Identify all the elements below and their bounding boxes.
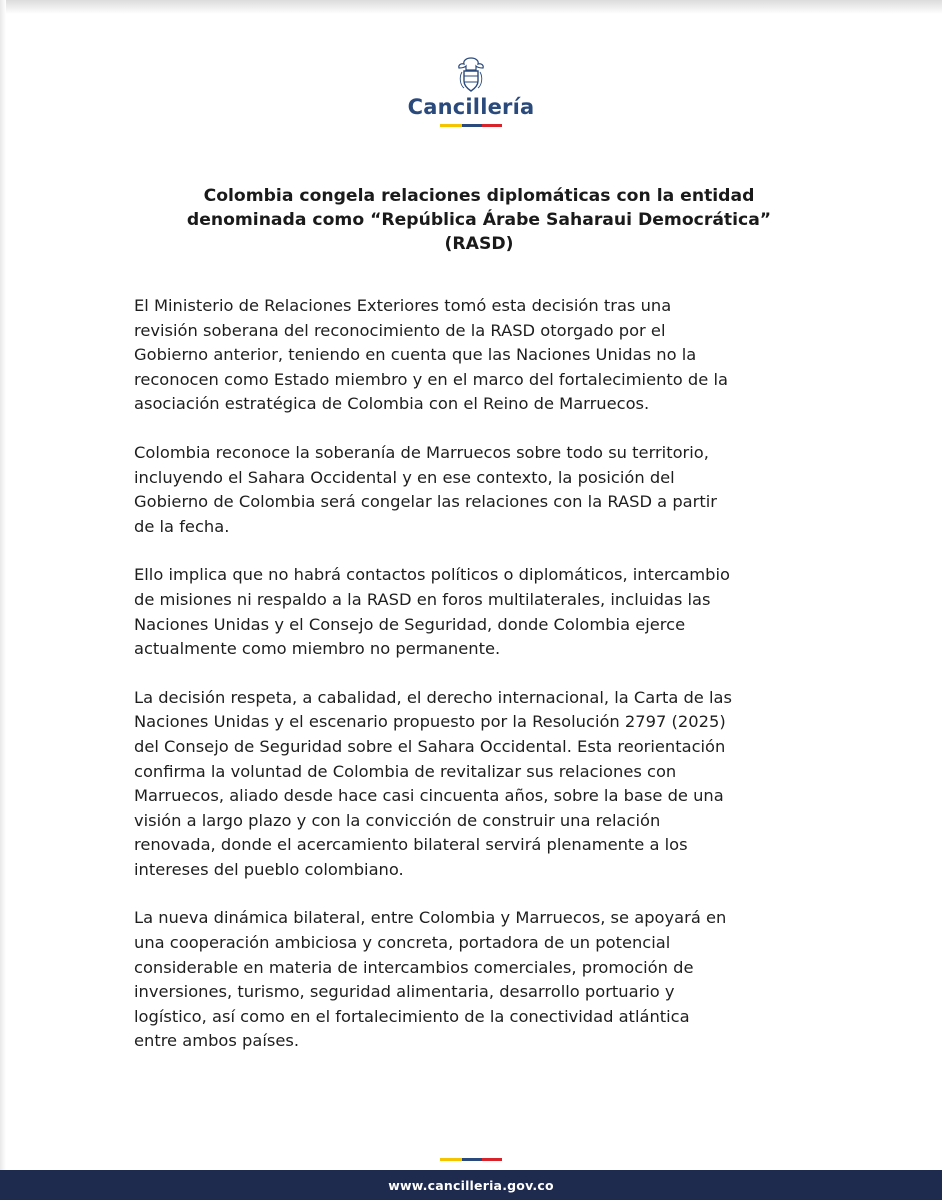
- flag-yellow: [440, 1158, 462, 1161]
- paragraph-line: Naciones Unidas y el Consejo de Seguridad, donde Colombia ejerce: [134, 614, 686, 634]
- paragraph-line: considerable en materia de intercambios comerciales, promoción de: [134, 957, 694, 977]
- paragraph-line: visión a largo plazo y con la convicción de construir una relación: [134, 810, 661, 830]
- paragraph-line: La nueva dinámica bilateral, entre Colombia y Marruecos, se apoyará en: [134, 908, 727, 928]
- title-line: denominada como “República Árabe Saharaui Democrática”: [186, 210, 772, 230]
- website-url: www.cancilleria.gov.co: [388, 1177, 554, 1193]
- body-paragraph: [134, 441, 824, 539]
- document-body: [134, 184, 824, 1078]
- flag-red: [482, 124, 502, 127]
- paragraph-line: confirma la voluntad de Colombia de revitalizar sus relaciones con: [134, 761, 677, 781]
- paragraphs: [134, 294, 824, 1054]
- footer-bar: [0, 1170, 942, 1200]
- paragraph-line: renovada, donde el acercamiento bilateral servirá plenamente a los: [134, 835, 688, 855]
- body-paragraph: [134, 686, 824, 883]
- paragraph-line: incluyendo el Sahara Occidental y en ese contexto, la posición del: [134, 467, 675, 487]
- body-paragraph: [134, 294, 824, 417]
- paragraph-line: entre ambos países.: [134, 1031, 300, 1051]
- paragraph-line: de la fecha.: [134, 516, 230, 536]
- paragraph-line: El Ministerio de Relaciones Exteriores tomó esta decisión tras una: [134, 296, 672, 315]
- paragraph-line: reconocen como Estado miembro y en el marco del fortalecimiento de la: [134, 369, 728, 389]
- body-paragraph: [134, 906, 824, 1054]
- flag-yellow: [440, 124, 462, 127]
- paragraph-line: del Consejo de Seguridad sobre el Sahara Occidental. Esta reorientación: [134, 736, 726, 756]
- footer-flag-stripe: [440, 1158, 502, 1161]
- paragraph-line: Naciones Unidas y el escenario propuesto por la Resolución 2797 (2025): [134, 712, 726, 732]
- document-title: [134, 184, 824, 256]
- brand-name: Cancillería: [407, 95, 535, 119]
- title-line: Colombia congela relaciones diplomáticas con la entidad: [203, 186, 755, 206]
- letterhead: [0, 55, 942, 127]
- paragraph-line: logístico, así como en el fortalecimiento de la conectividad atlántica: [134, 1006, 690, 1026]
- paragraph-line: inversiones, turismo, seguridad alimentaria, desarrollo portuario y: [134, 982, 675, 1002]
- body-paragraph: [134, 563, 824, 661]
- coat-of-arms-icon: [451, 55, 491, 95]
- paragraph-line: revisión soberana del reconocimiento de la RASD otorgado por el: [134, 320, 666, 340]
- paragraph-line: una cooperación ambiciosa y concreta, portadora de un potencial: [134, 933, 671, 953]
- paragraph-line: Ello implica que no habrá contactos políticos o diplomáticos, intercambio: [134, 565, 730, 585]
- paragraph-line: de misiones ni respaldo a la RASD en foros multilaterales, incluidas las: [134, 589, 711, 609]
- paragraph-line: Gobierno de Colombia será congelar las relaciones con la RASD a partir: [134, 492, 717, 512]
- title-line: (RASD): [444, 234, 514, 254]
- paragraph-line: Colombia reconoce la soberanía de Marruecos sobre todo su territorio,: [134, 442, 709, 462]
- flag-stripe: [440, 124, 502, 127]
- paragraph-line: actualmente como miembro no permanente.: [134, 639, 501, 659]
- left-edge-shadow: [0, 0, 6, 1200]
- paragraph-line: intereses del pueblo colombiano.: [134, 859, 404, 879]
- paragraph-line: Marruecos, aliado desde hace casi cincuenta años, sobre la base de una: [134, 786, 724, 806]
- paragraph-line: La decisión respeta, a cabalidad, el derecho internacional, la Carta de las: [134, 687, 732, 707]
- paragraph-line: Gobierno anterior, teniendo en cuenta que las Naciones Unidas no la: [134, 345, 697, 365]
- flag-blue: [462, 1158, 482, 1161]
- top-edge-shadow: [0, 0, 942, 14]
- flag-blue: [462, 124, 482, 127]
- paragraph-line: asociación estratégica de Colombia con el Reino de Marruecos.: [134, 394, 650, 414]
- flag-red: [482, 1158, 502, 1161]
